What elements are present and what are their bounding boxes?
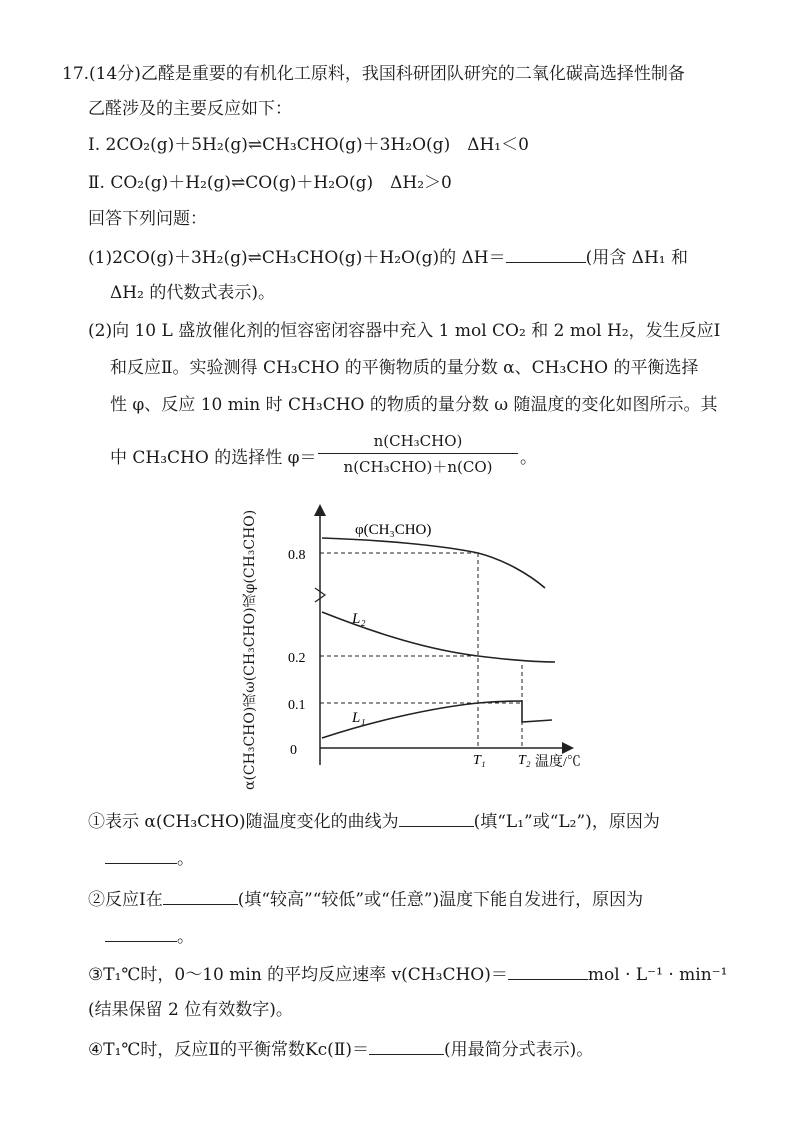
s2-reason-blank[interactable]: [105, 923, 177, 942]
fraction-numerator: n(CH₃CHO): [373, 432, 463, 450]
y-tick-0.2: 0.2: [288, 651, 306, 666]
label-L1: L₁: [352, 710, 366, 726]
fraction-denominator: n(CH₃CHO)＋n(CO): [343, 458, 493, 476]
question-2-a: (2)向 10 L 盛放催化剂的恒容密闭容器中充入 1 mol CO₂ 和 2 mol H₂，发生反应Ⅰ: [88, 321, 721, 341]
problem-head-2: 乙醛涉及的主要反应如下：: [88, 99, 292, 119]
x-tick-T1: T₁: [473, 753, 486, 768]
question-2-d: 中 CH₃CHO 的选择性 φ＝: [110, 448, 317, 468]
x-tick-T2: T₂: [518, 753, 531, 768]
s3-unit: mol · L⁻¹ · min⁻¹: [587, 965, 728, 985]
y-tick-0.8: 0.8: [288, 548, 306, 563]
s1-end: 。: [177, 849, 194, 869]
s1-text: ①表示 α(CH₃CHO)随温度变化的曲线为: [88, 812, 399, 832]
answer-prompt: 回答下列问题：: [88, 209, 207, 229]
chart: [260, 500, 600, 790]
s4-text-b: (用最简分式表示)。: [444, 1040, 594, 1060]
s1-text-b: (填“L₁”或“L₂”)，原因为: [473, 812, 660, 832]
sub-question-2: [88, 886, 643, 912]
label-phi: φ(CH₃CHO): [355, 522, 432, 538]
q1-text-b: (用含 ΔH₁ 和: [585, 248, 688, 268]
sub-question-2-reason: [105, 923, 194, 949]
q1-answer-blank[interactable]: [506, 244, 586, 263]
question-1-cont: ΔH₂ 的代数式表示)。: [110, 283, 275, 303]
s3-answer-blank[interactable]: [508, 961, 588, 980]
chart-y-axis-label: α(CH₃CHO)或ω(CH₃CHO)或φ(CH₃CHO): [242, 509, 258, 791]
sub-question-3-note: (结果保留 2 位有效数字)。: [88, 1000, 293, 1020]
s1-reason-blank[interactable]: [105, 845, 177, 864]
sub-question-1: [88, 808, 660, 834]
s2-end: 。: [177, 927, 194, 947]
s2-text: ②反应Ⅰ在: [88, 890, 163, 910]
s4-text: ④T₁℃时，反应Ⅱ的平衡常数Kc(Ⅱ)＝: [88, 1040, 370, 1060]
y-tick-0: 0: [290, 743, 297, 758]
label-L2: L₂: [352, 611, 366, 627]
x-axis-label: 温度/℃: [535, 755, 581, 770]
s4-answer-blank[interactable]: [369, 1036, 444, 1055]
s1-answer-blank[interactable]: [399, 808, 474, 827]
fraction-bar: [318, 453, 518, 454]
sub-question-1-reason: [105, 845, 194, 871]
reaction-2: Ⅱ. CO₂(g)＋H₂(g)⇌CO(g)＋H₂O(g) ΔH₂＞0: [88, 173, 452, 193]
sub-question-4: [88, 1036, 593, 1062]
question-2-c: 性 φ、反应 10 min 时 CH₃CHO 的物质的量分数 ω 随温度的变化如图所示。其: [110, 395, 718, 415]
curve-phi: [322, 538, 545, 588]
s2-text-b: (填“较高”“较低”或“任意”)温度下能自发进行，原因为: [237, 890, 644, 910]
y-tick-0.1: 0.1: [288, 698, 306, 713]
q1-text: (1)2CO(g)＋3H₂(g)⇌CH₃CHO(g)＋H₂O(g)的 ΔH＝: [88, 248, 506, 268]
sub-question-3: [88, 961, 727, 987]
problem-head: 17.(14分)乙醛是重要的有机化工原料，我国科研团队研究的二氧化碳高选择性制备: [62, 64, 685, 84]
question-1: [88, 244, 688, 270]
reaction-1: Ⅰ. 2CO₂(g)＋5H₂(g)⇌CH₃CHO(g)＋3H₂O(g) ΔH₁＜0: [88, 135, 529, 155]
question-2-b: 和反应Ⅱ。实验测得 CH₃CHO 的平衡物质的量分数 α、CH₃CHO 的平衡选择: [110, 358, 699, 378]
s2-answer-blank[interactable]: [163, 886, 238, 905]
s3-text: ③T₁℃时，0～10 min 的平均反应速率 v(CH₃CHO)＝: [88, 965, 508, 985]
fraction-end: 。: [520, 448, 537, 468]
